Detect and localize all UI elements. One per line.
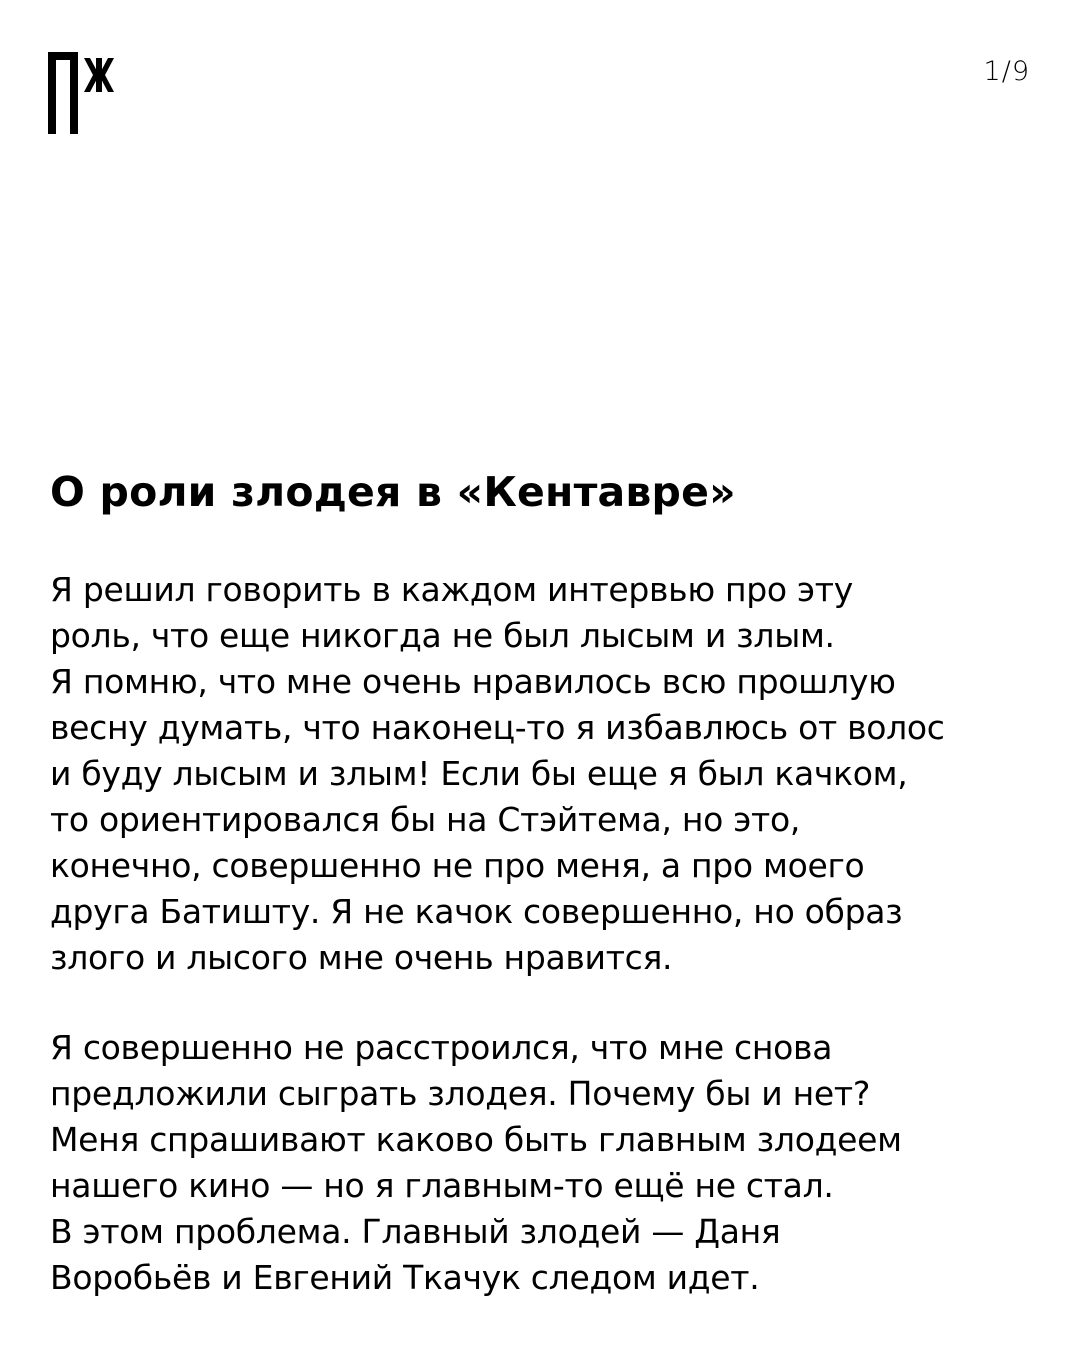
text-line: Меня спрашивают каково быть главным злодеем — [50, 1120, 902, 1159]
text-line: конечно, совершенно не про меня, а про моего — [50, 846, 865, 885]
logo-mark-icon — [48, 52, 132, 136]
logo — [48, 52, 132, 136]
text-line: злого и лысого мне очень нравится. — [50, 938, 673, 977]
article-title: О роли злодея в «Кентавре» — [50, 468, 736, 516]
page-counter: 1/9 — [983, 56, 1030, 87]
paragraph-1 — [50, 567, 1040, 981]
article — [50, 455, 1040, 1301]
text-line: В этом проблема. Главный злодей — Даня — [50, 1212, 781, 1251]
text-line: Воробьёв и Евгений Ткачук следом идет. — [50, 1258, 760, 1297]
paragraph-2 — [50, 1025, 1040, 1301]
text-line: и буду лысым и злым! Если бы еще я был качком, — [50, 754, 908, 793]
text-line: то ориентировался бы на Стэйтема, но это, — [50, 800, 801, 839]
text-line: роль, что еще никогда не был лысым и злым. — [50, 616, 835, 655]
text-line: друга Батишту. Я не качок совершенно, но образ — [50, 892, 903, 931]
text-line: нашего кино — но я главным-то ещё не стал. — [50, 1166, 834, 1205]
text-line: предложили сыграть злодея. Почему бы и нет? — [50, 1074, 871, 1113]
text-line: весну думать, что наконец-то я избавлюсь от волос — [50, 708, 945, 747]
text-line: Я помню, что мне очень нравилось всю прошлую — [50, 662, 896, 701]
text-line: Я совершенно не расстроился, что мне снова — [50, 1028, 833, 1067]
text-line: Я решил говорить в каждом интервью про эту — [50, 570, 853, 609]
